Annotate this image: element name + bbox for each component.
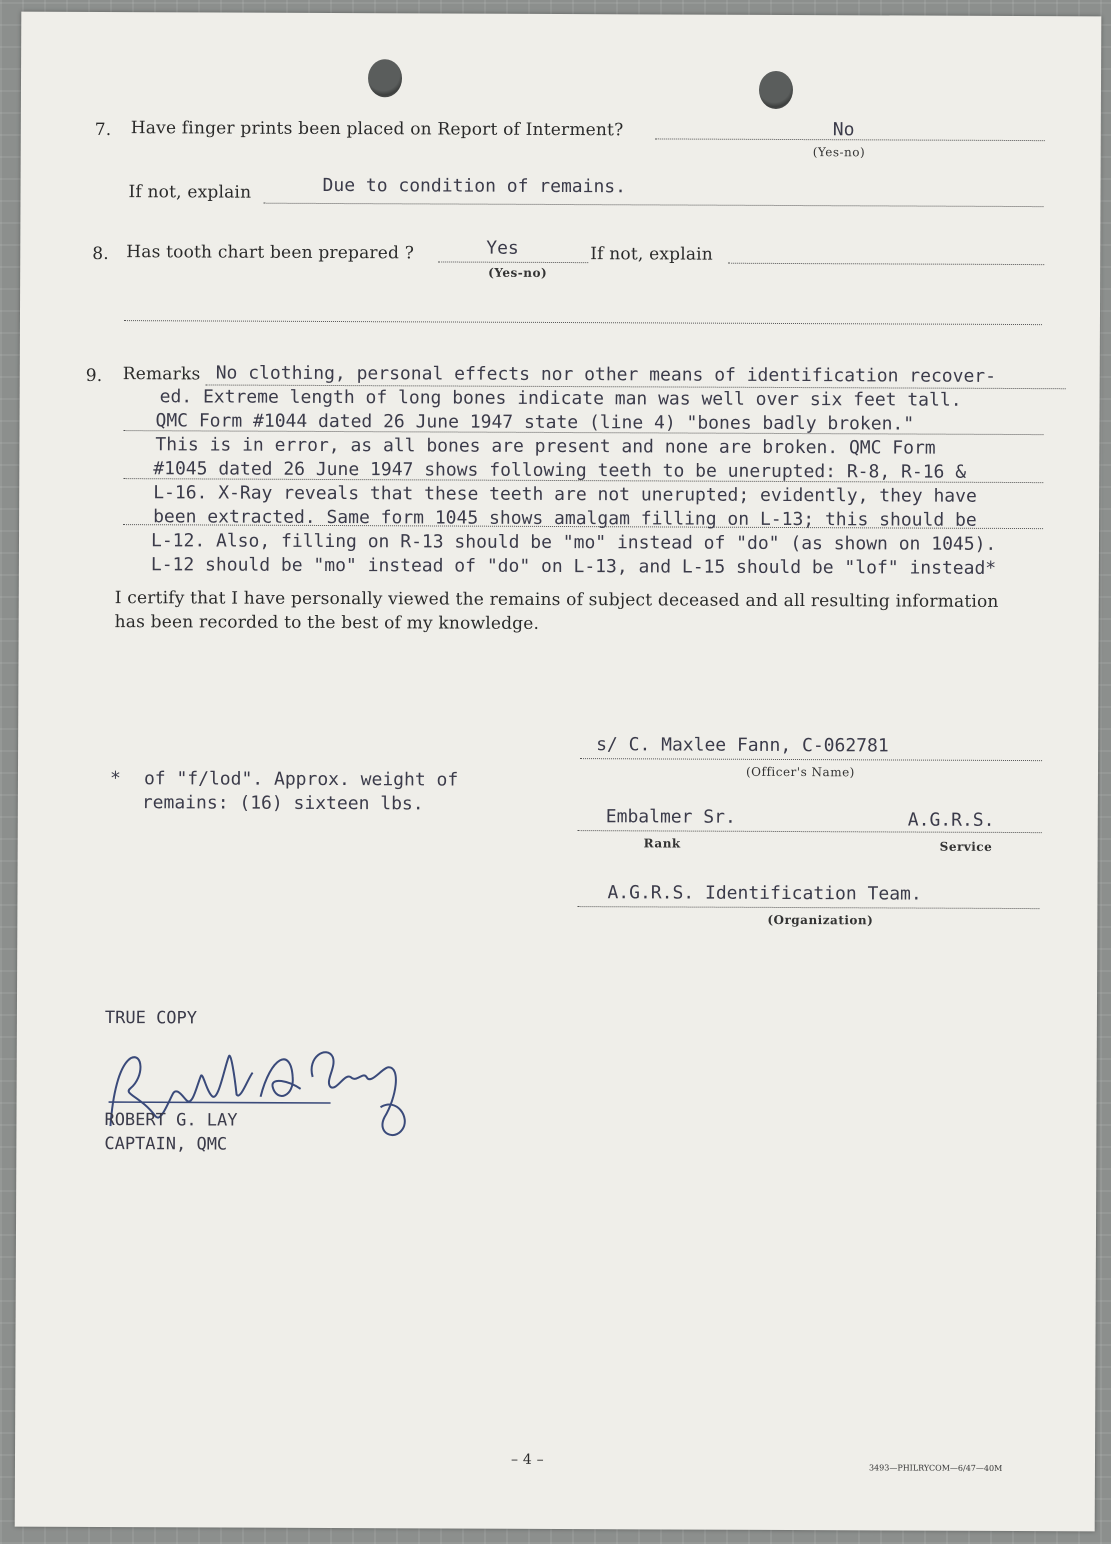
officer-name-caption: (Officer's Name) [745,764,855,780]
q8-explain-label: If not, explain [590,244,714,265]
organization-caption: (Organization) [767,912,874,928]
officer-name: s/ C. Maxlee Fann, C-062781 [596,734,889,757]
remarks-text-line: #1045 dated 26 June 1947 shows following teeth to be unerupted: R-8, R-16 & [153,458,967,483]
organization: A.G.R.S. Identification Team. [607,882,922,905]
service-caption: Service [939,839,993,854]
footnote-marker: * [109,768,121,790]
rank-caption: Rank [643,836,681,851]
q9-label: Remarks [122,364,201,385]
q8-answer-line [438,261,588,263]
signature-robert-g-lay [100,1036,420,1147]
organization-line [577,906,1039,909]
q8-extra-line [124,320,1042,325]
certification-line: I certify that I have personally viewed the remains of subject deceased and all resulting information [114,588,999,612]
footnote-line: remains: (16) sixteen lbs. [141,792,424,815]
punch-hole-left [368,59,402,97]
remarks-text-line: L-12 should be "mo" instead of "do" on L-13, and L-15 should be "lof" instead* [150,554,997,579]
q8-question: Has tooth chart been prepared ? [126,242,415,264]
page-number: – 4 – [510,1451,544,1468]
certification-line: has been recorded to the best of my knowledge. [114,612,540,634]
q7-number: 7. [94,119,112,141]
officer-name-line [580,758,1042,761]
q7-explain-label: If not, explain [128,182,252,203]
remarks-text-line: L-12. Also, filling on R-13 should be "mo" instead of "do" (as shown on 1045). [150,530,997,555]
remarks-text-line: No clothing, personal effects nor other means of identification recover- [215,362,997,387]
true-copy-name: ROBERT G. LAY [104,1110,238,1131]
remarks-text-line: L-16. X-Ray reveals that these teeth are not unerupted; evidently, they have [153,482,977,507]
q8-answer[interactable]: Yes [486,237,519,259]
q7-question: Have finger prints been placed on Report of Interment? [130,118,624,141]
q8-answer-hint: (Yes-no) [488,265,548,280]
q7-explain-value[interactable]: Due to condition of remains. [322,174,627,198]
footnote-line: of "f/lod". Approx. weight of [143,768,459,791]
q7-explain-line [263,203,1043,207]
q9-number: 9. [85,365,103,387]
officer-rank: Embalmer Sr. [605,806,736,828]
q7-answer-hint: (Yes-no) [812,145,866,160]
q8-explain-line [728,263,1044,265]
officer-service: A.G.R.S. [907,809,995,831]
punch-hole-right [759,71,793,109]
remarks-text-line: QMC Form #1044 dated 26 June 1947 state (line 4) "bones badly broken." [155,410,915,435]
remarks-text-line: This is in error, as all bones are present and none are broken. QMC Form [155,434,936,459]
remarks-text-line: ed. Extreme length of long bones indicate man was well over six feet tall. [159,386,962,411]
document-page [15,12,1102,1532]
q8-number: 8. [92,243,109,265]
true-copy-title: CAPTAIN, QMC [104,1134,228,1155]
true-copy-label: TRUE COPY [104,1008,198,1029]
print-code: 3493—PHILRYCOM—6/47—40M [868,1463,1003,1473]
q7-answer[interactable]: No [832,119,855,141]
remarks-text-line: been extracted. Same form 1045 shows amalgam filling on L-13; this should be [153,506,977,531]
